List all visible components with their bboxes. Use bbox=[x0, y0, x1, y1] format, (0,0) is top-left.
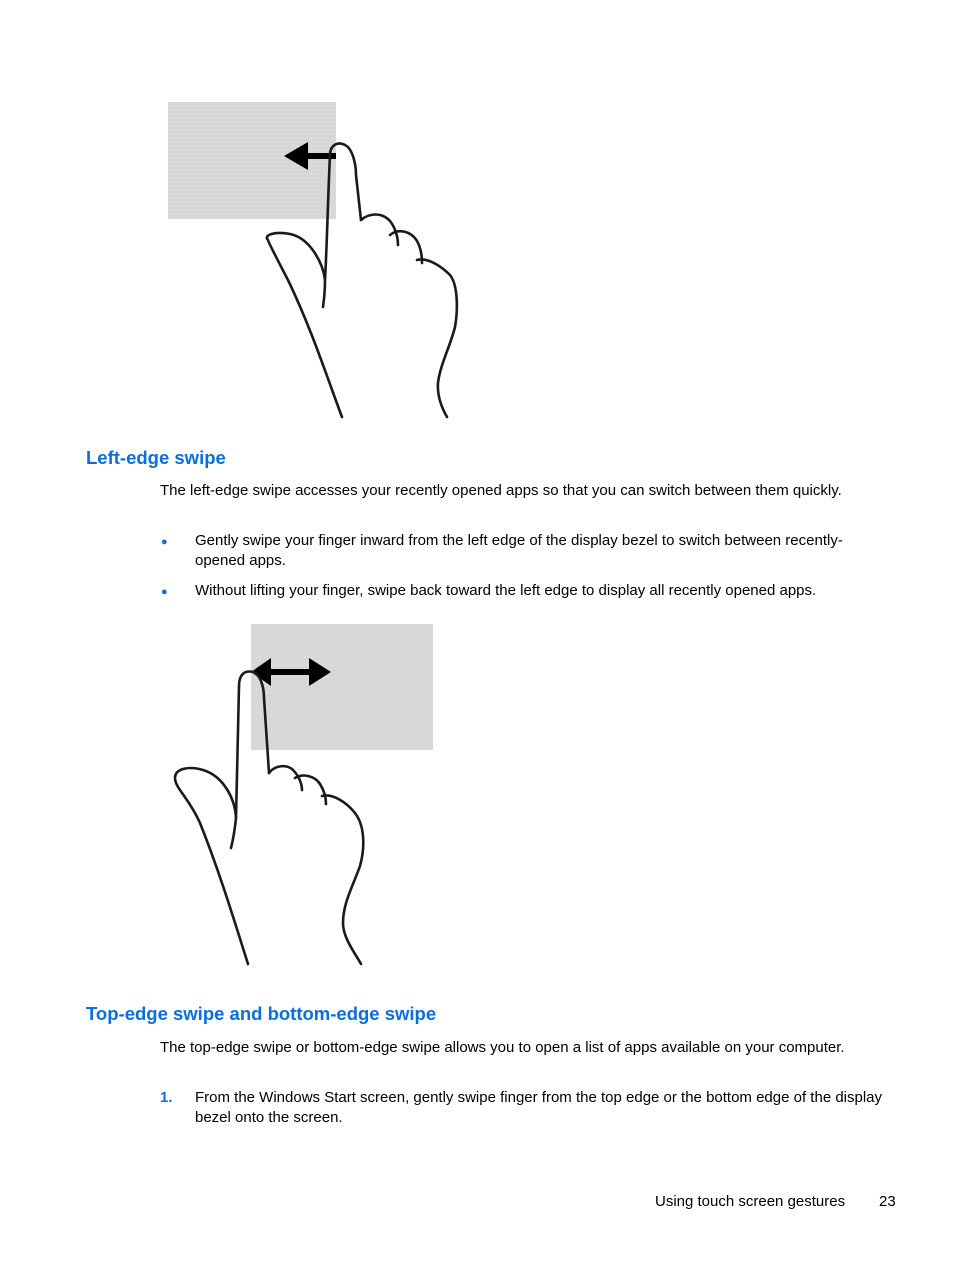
step-number: 1. bbox=[160, 1089, 173, 1106]
swipe-left-illustration bbox=[160, 95, 470, 425]
bullet-text: Without lifting your finger, swipe back toward the left edge to display all recently opened apps. bbox=[195, 582, 817, 599]
bullet-text: Gently swipe your finger inward from the left edge of the display bezel to switch between recently-opened apps. bbox=[195, 532, 843, 569]
footer-page-number: 23 bbox=[879, 1193, 896, 1210]
section-heading-top-bottom-edge-swipe: Top-edge swipe and bottom-edge swipe bbox=[86, 1003, 437, 1024]
bullet-marker: ● bbox=[161, 586, 168, 598]
section-intro-top-bottom-edge-swipe: The top-edge swipe or bottom-edge swipe allows you to open a list of apps available on your computer. bbox=[160, 1039, 845, 1056]
screen-edge-panel bbox=[251, 624, 433, 750]
swipe-back-illustration bbox=[165, 618, 445, 970]
step-text: From the Windows Start screen, gently swipe finger from the top edge or the bottom edge of the display bezel onto the screen. bbox=[195, 1089, 883, 1126]
section-intro-left-edge-swipe: The left-edge swipe accesses your recently opened apps so that you can switch between them quickly. bbox=[160, 482, 842, 499]
screen-edge-panel bbox=[168, 102, 336, 219]
bullet-marker: ● bbox=[161, 536, 168, 548]
footer-chapter-title: Using touch screen gestures bbox=[655, 1193, 846, 1210]
section-heading-left-edge-swipe: Left-edge swipe bbox=[86, 447, 226, 468]
